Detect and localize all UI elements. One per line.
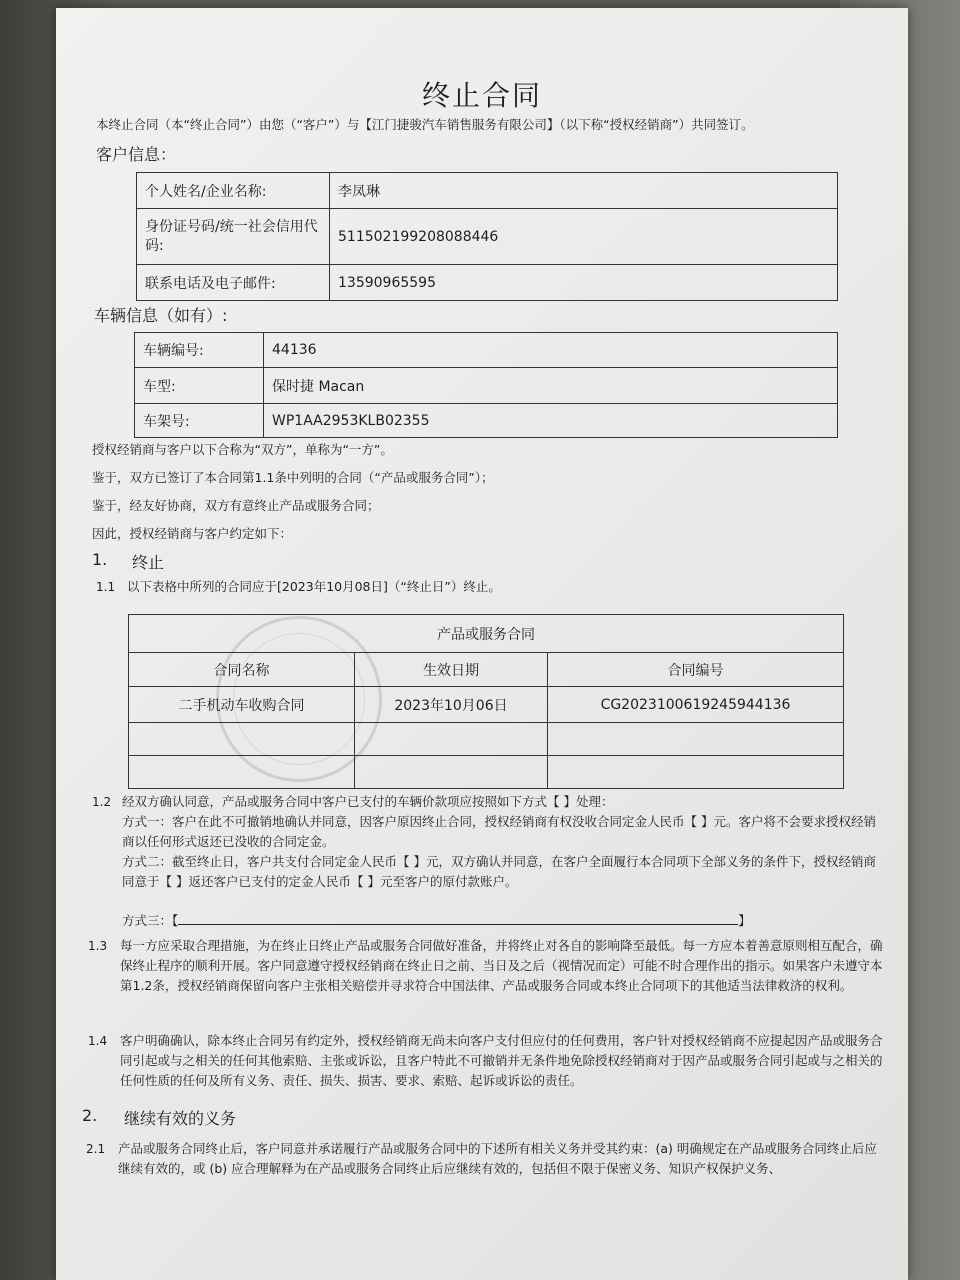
vehicle-row — [135, 333, 838, 368]
section-1-number: 1. — [92, 550, 108, 569]
customer-section-heading: 客户信息： — [96, 145, 177, 164]
product-contract-number: CG2023100619245944136 — [548, 687, 844, 723]
customer-label: 个人姓名/企业名称: — [137, 173, 330, 209]
section-2-title: 继续有效的义务 — [124, 1109, 237, 1128]
whereas-paragraph-2: 鉴于，经友好协商，双方有意终止产品或服务合同； — [92, 498, 380, 513]
customer-label: 身份证号码/统一社会信用代码: — [137, 209, 330, 265]
customer-row — [137, 265, 838, 301]
clause-1-2-option-3 — [122, 911, 751, 931]
clause-1-1-text: 以下表格中所列的合同应于[2023年10月08日]（“终止日”）终止。 — [127, 579, 501, 594]
product-table-title: 产品或服务合同 — [129, 615, 844, 653]
vehicle-row — [135, 368, 838, 404]
intro-text: 本终止合同（本“终止合同”）由您（“客户”）与【江门捷骏汽车销售服务有限公司】（以下称“授权经销商”）共同签订。 — [96, 117, 754, 132]
vehicle-label: 车辆编号: — [135, 333, 264, 368]
vehicle-row — [135, 404, 838, 438]
product-table-header: 合同编号 — [548, 653, 844, 687]
customer-value: 李凤琳 — [330, 173, 838, 209]
clause-1-1-number: 1.1 — [96, 580, 116, 594]
clause-2-1-number: 2.1 — [86, 1142, 106, 1156]
clause-1-4-number: 1.4 — [88, 1034, 108, 1048]
vehicle-value: 44136 — [264, 333, 838, 368]
document-page — [56, 8, 908, 1280]
product-contract-table — [128, 614, 844, 789]
clause-1-2-text: 经双方确认同意，产品或服务合同中客户已支付的车辆价款项应按照如下方式【 】处理： — [122, 794, 614, 809]
option-3-bracket: 】 — [738, 913, 751, 928]
customer-value: 13590965595 — [330, 265, 838, 301]
clause-1-2-option-1: 方式一：客户在此不可撤销地确认并同意，因客户原因终止合同，授权经销商有权没收合同定金人民币【 】元。客户将不会要求授权经销商以任何形式返还已没收的合同定金。 — [122, 814, 876, 849]
document-title: 终止合同 — [421, 79, 542, 112]
clause-1-4-text: 客户明确确认，除本终止合同另有约定外，授权经销商无尚未向客户支付但应付的任何费用，客户针对授权经销商不应提起因产品或服务合同引起或与之相关的任何其他索赔、主张或诉讼，且客户特此不可撤销并无条件地免除授权经销商对于因产品或服务合同引起或与之相关的任何性质的任何及所有义务、责任、损失、损害、要求、索赔、起诉或诉讼的责任。 — [120, 1033, 883, 1088]
agreement-paragraph: 因此，授权经销商与客户约定如下： — [92, 526, 293, 541]
section-1-title: 终止 — [132, 553, 165, 572]
product-table-row — [129, 687, 844, 723]
customer-row — [137, 173, 838, 209]
product-table-header: 合同名称 — [129, 653, 355, 687]
clause-1-3-text: 每一方应采取合理措施，为在终止日终止产品或服务合同做好准备，并将终止对各自的影响降至最低。每一方应本着善意原则相互配合，确保终止程序的顺利开展。客户同意遵守授权经销商在终止日之前、当日及之后（视情况而定）可能不时合理作出的指示。如果客户未遵守本第1.2条，授权经销商保留向客户主张相关赔偿并寻求符合中国法律、产品或服务合同或本终止合同项下的其他适当法律救济的权利。 — [120, 938, 883, 993]
product-table-row — [129, 723, 844, 756]
vehicle-value: 保时捷 Macan — [264, 368, 838, 404]
clause-1-2-number: 1.2 — [92, 795, 112, 809]
vehicle-label: 车架号: — [135, 404, 264, 438]
clause-2-1-text: 产品或服务合同终止后，客户同意并承诺履行产品或服务合同中的下述所有相关义务并受其约束：(a) 明确规定在产品或服务合同终止后应继续有效的，或 (b) 应合理解释为在产品或服务合同终止后应继续有效的，包括但不限于保密义务、知识产权保护义务、 — [118, 1141, 877, 1176]
whereas-paragraph-1: 鉴于，双方已签订了本合同第1.1条中列明的合同（“产品或服务合同”）； — [92, 470, 494, 485]
vehicle-info-table — [134, 332, 838, 438]
option-3-label: 方式三：【 — [122, 913, 179, 928]
vehicle-value: WP1AA2953KLB02355 — [264, 404, 838, 438]
product-contract-name: 二手机动车收购合同 — [129, 687, 355, 723]
customer-label: 联系电话及电子邮件: — [137, 265, 330, 301]
product-contract-date: 2023年10月06日 — [355, 687, 548, 723]
vehicle-section-heading: 车辆信息（如有）: — [94, 306, 228, 325]
section-2-number: 2. — [82, 1106, 98, 1125]
product-table-row — [129, 756, 844, 789]
product-table-header: 生效日期 — [355, 653, 548, 687]
customer-value: 511502199208088446 — [330, 209, 838, 265]
clause-1-3-number: 1.3 — [88, 939, 108, 953]
customer-row — [137, 209, 838, 265]
parties-paragraph: 授权经销商与客户以下合称为“双方”，单称为“一方”。 — [92, 442, 393, 457]
customer-info-table — [136, 172, 838, 301]
clause-1-2-option-2: 方式二：截至终止日，客户共支付合同定金人民币【 】元，双方确认并同意，在客户全面履行本合同项下全部义务的条件下，授权经销商同意于【 】返还客户已支付的定金人民币【 】元至客户的原付款账户。 — [122, 854, 876, 889]
product-table-header-row — [129, 653, 844, 687]
vehicle-label: 车型: — [135, 368, 264, 404]
option-3-blank-line — [178, 911, 738, 925]
